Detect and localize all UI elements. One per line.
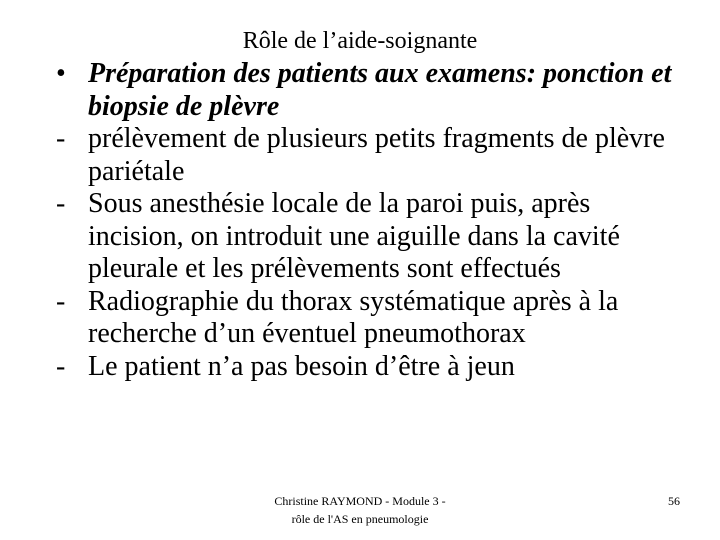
bullet-item-anesthesie <box>0 188 688 286</box>
slide-title: Rôle de l’aide-soignante <box>242 28 478 54</box>
bullet-marker: • <box>56 58 66 89</box>
footer-author-line2: rôle de l'AS en pneumologie <box>291 512 429 526</box>
page-number: 56 <box>668 494 680 508</box>
bullet-text: Radiographie du thorax systématique après à la recherche d’un éventuel pneumothorax <box>88 285 619 349</box>
bullet-text: Sous anesthésie locale de la paroi puis, après incision, on introduit une aiguille dans la cavité pleurale et les prélèvements sont effectués <box>88 188 620 284</box>
bullet-item-prelevement <box>0 123 688 188</box>
bullet-item-preparation <box>0 58 688 123</box>
bullet-item-jeun <box>0 351 688 384</box>
bullet-text: prélèvement de plusieurs petits fragments de plèvre pariétale <box>88 123 665 187</box>
bullet-text: Préparation des patients aux examens: ponction et biopsie de plèvre <box>88 58 672 122</box>
footer-author-line1: Christine RAYMOND - Module 3 - <box>274 494 446 508</box>
dash-marker: - <box>56 123 66 154</box>
dash-marker: - <box>56 188 66 219</box>
bullet-list <box>0 58 720 383</box>
footer-author <box>247 492 473 528</box>
dash-marker: - <box>56 285 66 317</box>
bullet-item-radiographie <box>0 286 688 351</box>
dash-marker: - <box>56 350 66 382</box>
bullet-text: Le patient n’a pas besoin d’être à jeun <box>88 350 515 382</box>
